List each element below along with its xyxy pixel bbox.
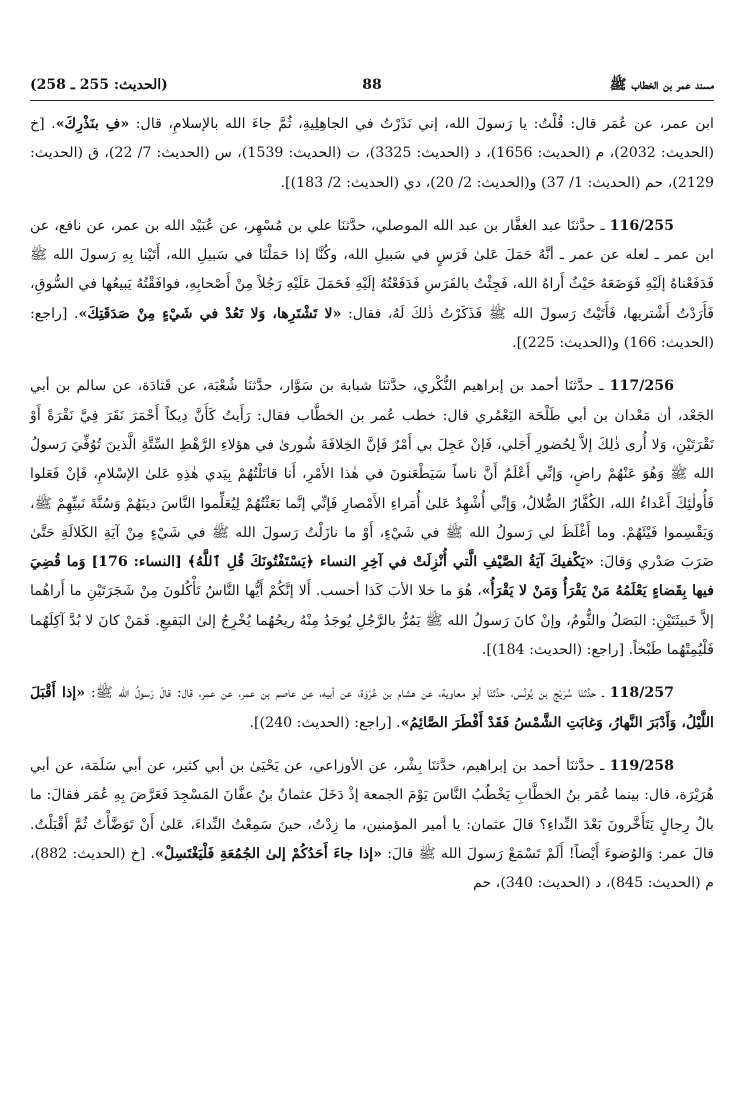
book-title: مسند عمر بن الخطاب ﷺ <box>609 77 714 93</box>
hadith-text: ـ حدَّثنَا سُرَيْج بن يُونُس، حدَّثنَا أبو معاوية، عن هشام بن عُرْوَة، عن أبيه، عن عاصم بن عمر، عن عمر، قال: قالَ رَسولُ الله ﷺ: <box>85 685 610 702</box>
hadith-number: 119/258 <box>609 757 674 774</box>
hadith-paragraph <box>30 679 714 738</box>
hadith-text: ـ حدَّثنَا عبد الغفَّار بن عبد الله الموصلي، حدَّثنَا علي بن مُسْهِر، عن عُبَيْد الله بن عمر، عن نافع، عن ابن عمر ـ لعله عن عمر ـ أنَّهُ حَمَلَ عَلىٰ فَرَسٍ في سَبيلِ الله، وكُنَّا إذا حَمَلْنَا في سَبيلِ الله، أَتَيْنا بِهِ رَسولَ الله ﷺ فَدَفَعْناهُ إلَيْهِ فَوَضَعَهُ حَيْثُ أَراهُ الله، فَجِئْتُ بالفَرَسِ فَدَفَعْتُهُ إلَيْهِ فَحَمَلَ عَلَيْهِ رَجُلاً مِنْ أَصْحابِهِ، فوافَقْتُهُ يَبيعُها في السُّوقِ، فَأَرَدْتُ أَشْتريها، فَأَتَيْتُ رَسولَ الله ﷺ فَذَكَرْتُ ذٰلكَ لَهُ، فقال: <box>30 217 714 322</box>
prophet-quote: «إذا جاءَ أَحَدُكُمْ إلىٰ الجُمُعَةِ فَلْيَغْتَسِلْ» <box>155 845 382 862</box>
hadith-text: ابن عمر، عن عُمَر قال: قُلْتُ: يا رَسولَ الله، إني نَذَرْتُ في الجاهِلِيةِ، ثُمَّ جاءَ الله بالإسلامِ، قال: <box>129 116 714 132</box>
hadith-paragraph <box>30 372 714 665</box>
hadith-references: . [خ (الحديث: 2032)، م (الحديث: 1656)، د (الحديث: 3325)، ت (الحديث: 1539)، س (الحديث: 7/ 22)، ق (الحديث: 2129)، حم (الحديث: 1/ 37) و(الحديث: 2/ 20)، دي (الحديث: 2/ 183)]. <box>30 116 714 191</box>
hadith-range: (الحديث: 255 ـ 258) <box>30 77 168 93</box>
prophet-quote: «يَكْفيكَ آيَةُ الصَّيْفِ الَّتي أُنْزِلَتْ في آخِرِ النساء ﴿يَسْتَفْتُونَكَ قُلِ ٱللَّهُ﴾ [النساء: 176] وَما قُضِيَ فيها بِقَضاءٍ يَعْلَمُهُ مَنْ يَقْرَأُ وَمَنْ لا يَقْرَأُ» <box>30 554 714 600</box>
hadith-paragraph <box>30 752 714 898</box>
prophet-quote: «فِ بنَذْرِكَ» <box>55 116 130 132</box>
prophet-quote: «إذا أَقْبَلَ اللَّيْلُ، وَأَدْبَرَ النَّهارُ، وَغابَتِ الشَّمْسُ فَقَدْ أَفْطَرَ الصَّائِمُ» <box>30 685 714 731</box>
hadith-paragraph <box>30 212 714 358</box>
hadith-references: . [راجع: (الحديث: 240)]. <box>249 714 401 731</box>
hadith-references: . [خ (الحديث: 882)، م (الحديث: 845)، د (الحديث: 340)، حم <box>30 845 714 892</box>
prophet-quote: «لا تَشْتَرِها، وَلا تَعُدْ في شَيْءٍ مِنْ صَدَقَتِكَ» <box>78 305 342 322</box>
hadith-references: . [راجع: (الحديث: 166) و(الحديث: 225)]. <box>30 305 714 352</box>
hadith-text: ـ حدَّثنَا أحمد بن إبراهيم النُّكْري، حدَّثنَا شبابة بن سَوَّار، حدَّثنَا شُعْبَة، عن قَتادَة، عن سالم بن أبي الجَعْد، أن مَعْدان بن أبي طَلْحَة اليَعْمُري قال: خطب عُمر بن الخطَّاب فقال: رَأَيتُ كَأَنَّ دِيكاً أَحْمَرَ نَقَرَ فِيَّ نَقْرَةً أَوْ نَقْرَتَيْنِ، وَلا أُرى ذٰلِكَ إلاَّ لِحُضورِ أَجَلي، فَإنْ عَجِلَ بي أَمْرٌ فَإنَّ الخِلافَةَ شُورىٰ في هؤلاءِ الرَّهْطِ السِّتَّةِ الَّذينَ تُوُفِّيَ رَسولُ الله ﷺ وَهُوَ عَنْهُمْ راضٍ، وَإنِّي أَعْلَمُ أَنَّ ناساً سَيَطْعَنونَ في هٰذا الأَمْرِ، أَنا قاتَلْتُهُمْ بِيَدي هٰذِهِ عَلىٰ الإسْلامِ، فَإنْ فَعَلوا فَأُولٰئِكَ أَعْداءُ الله، الكُفَّارُ الضُّلالُ، وَإنِّي أُشْهِدُ عَلىٰ أُمَراءِ الأَمْصارِ فَإنِّي إنَّما بَعَثْتُهُمْ لِيُعَلِّموا النَّاسَ دينَهُمْ وَسُنَّةَ نَبيِّهِمْ ﷺ، وَيَقْسِموا فَيْئَهُمْ. وما أَغْلَظَ لي رَسولُ الله ﷺ في شَيْءٍ، أَوْ ما نازَلْتُ رَسولَ الله ﷺ في شَيْءٍ مِنْ آيَةِ الكَلالَةِ حَتَّىٰ ضَرَبَ صَدْري وَقالَ: <box>30 378 714 571</box>
hadith-number: 117/256 <box>609 378 674 395</box>
page-body <box>30 110 714 912</box>
hadith-number: 118/257 <box>609 685 675 702</box>
hadith-paragraph <box>30 110 714 198</box>
hadith-text: ـ حدَّثنَا أحمد بن إبراهيم، حدَّثنَا بِشْر، عن الأوزاعي، عن يَحْيَىٰ بن أبي كثير، عن أبي سَلَمَة، عن أبي هُرَيْرَة، قال: بينما عُمَر بنُ الخطَّابِ يَخْطُبُ النَّاسَ يَوْمَ الجمعة إذْ دَخَلَ عثمانُ بنُ عفَّانَ المَسْجِدَ فَعَرَّضَ بِهِ عُمَر فقالَ: ما بالُ رِجالٍ يَتَأَخَّرونَ بَعْدَ النِّداءِ؟ قالَ عثمان: يا أمير المؤمنين، ما زِدْتُ، حينَ سَمِعْتُ النِّداءَ، عَلىٰ أَنْ تَوَضَّأْتُ ثُمَّ أَقْبَلْتُ. قالَ عمر: وَالوُضوءَ أَيْضاً! أَلَمْ تَسْمَعْ رَسولَ الله ﷺ قالَ: <box>30 757 714 862</box>
page-number: 88 <box>362 77 382 93</box>
hadith-number: 116/255 <box>609 217 674 234</box>
page-header <box>30 70 714 101</box>
hadith-text-continued: ، هُوَ ما خلا الأبَ كَذا أحسب. أَلا إنَّكُمْ أَيُّها النَّاسُ تَأْكُلونَ مِنْ شَجَرَتَيْنِ ما أَراهُما إلاَّ خَبيثَتَيْنِ: البَصَلُ والثُّومُ، وإنْ كانَ رَسولُ الله ﷺ يَمُرُّ بالرَّجُلِ يُوجَدُ مِنْهُ ريحُهُما يُخْرِجُ إلىٰ البَقيعِ. فَمَنْ كانَ لا بُدَّ آكِلَهُما فَلْيُمِتْهُما طَبْخاً. [راجع: (الحديث: 184)]. <box>30 583 714 659</box>
